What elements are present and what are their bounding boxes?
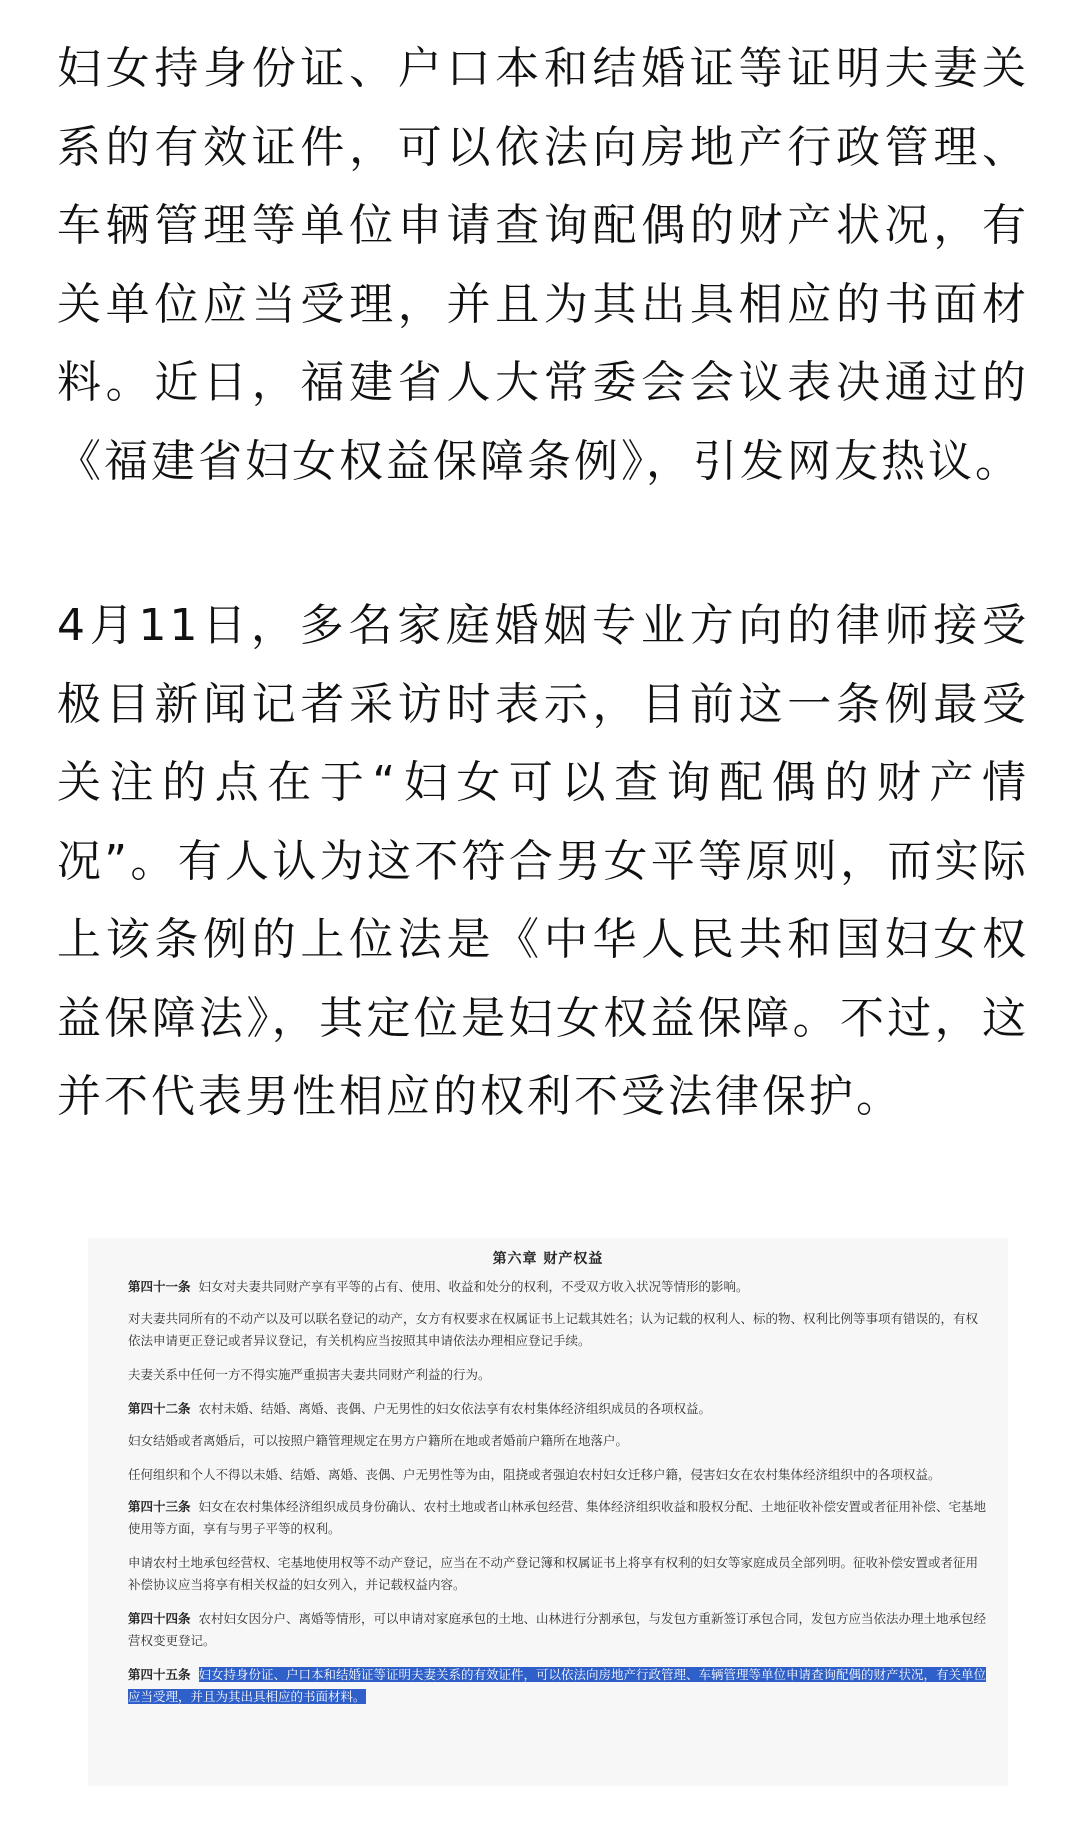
article-43-label: 第四十三条: [128, 1499, 191, 1514]
chapter-title: 第六章 财产权益: [492, 1251, 604, 1267]
article-44-text: 农村妇女因分户、离婚等情形，可以申请对家庭承包的土地、山林进行分割承包，与发包方重新签订承包合同，发包方应当依法办理土地承包经营权变更登记。: [128, 1611, 987, 1648]
article-43-para-2: 申请农村土地承包经营权、宅基地使用权等不动产登记，应当在不动产登记簿和权属证书上将享有权利的妇女等家庭成员全部列明。征收补偿安置或者征用补偿协议应当将享有相关权益的妇女列入，并记载权益内容。: [128, 1555, 979, 1592]
regulation-scan-image: [88, 1238, 1008, 1786]
article-45: [128, 1664, 988, 1708]
article-45-label: 第四十五条: [128, 1667, 191, 1682]
article-42-text: 农村未婚、结婚、离婚、丧偶、户无男性的妇女依法享有农村集体经济组织成员的各项权益。: [198, 1401, 712, 1416]
article-43: [128, 1496, 988, 1540]
article-44-label: 第四十四条: [128, 1611, 191, 1626]
article-42-para-2: 妇女结婚或者离婚后，可以按照户籍管理规定在男方户籍所在地或者婚前户籍所在地落户。: [128, 1433, 629, 1448]
paragraph-1: 妇女持身份证、户口本和结婚证等证明夫妻关系的有效证件，可以依法向房地产行政管理、车辆管理等单位申请查询配偶的财产状况，有关单位应当受理，并且为其出具相应的书面材料。近日，福建省人大常委会会议表决通过的《福建省妇女权益保障条例》，引发网友热议。: [57, 43, 1029, 487]
article-43-text: 妇女在农村集体经济组织成员身份确认、农村土地或者山林承包经营、集体经济组织收益和股权分配、土地征收补偿安置或者征用补偿、宅基地使用等方面，享有与男子平等的权利。: [128, 1499, 987, 1536]
article-41-para-3: 夫妻关系中任何一方不得实施严重损害夫妻共同财产利益的行为。: [128, 1367, 491, 1382]
article-41: [128, 1276, 988, 1298]
article-41-label: 第四十一条: [128, 1279, 191, 1294]
paragraph-2: 4月11日，多名家庭婚姻专业方向的律师接受极目新闻记者采访时表示，目前这一条例最受关注的点在于“妇女可以查询配偶的财产情况”。有人认为这不符合男女平等原则，而实际上该条例的上位法是《中华人民共和国妇女权益保障法》，其定位是妇女权益保障。不过，这并不代表男性相应的权利不受法律保护。: [57, 600, 1029, 1122]
article-44: [128, 1608, 988, 1652]
article-41-para-2: 对夫妻共同所有的不动产以及可以联名登记的动产，女方有权要求在权属证书上记载其姓名；认为记载的权利人、标的物、权利比例等事项有错误的，有权依法申请更正登记或者异议登记，有关机构应当按照其申请依法办理相应登记手续。: [128, 1311, 979, 1348]
article-42: [128, 1398, 988, 1420]
article-body: [57, 30, 1029, 1137]
article-42-para-3: 任何组织和个人不得以未婚、结婚、离婚、丧偶、户无男性等为由，阻挠或者强迫农村妇女迁移户籍，侵害妇女在农村集体经济组织中的各项权益。: [128, 1467, 941, 1482]
article-42-label: 第四十二条: [128, 1401, 191, 1416]
article-41-text: 妇女对夫妻共同财产享有平等的占有、使用、收益和处分的权利，不受双方收入状况等情形的影响。: [198, 1279, 749, 1294]
article-45-highlighted-text: 妇女持身份证、户口本和结婚证等证明夫妻关系的有效证件，可以依法向房地产行政管理、车辆管理等单位申请查询配偶的财产状况，有关单位应当受理，并且为其出具相应的书面材料。: [128, 1667, 987, 1704]
